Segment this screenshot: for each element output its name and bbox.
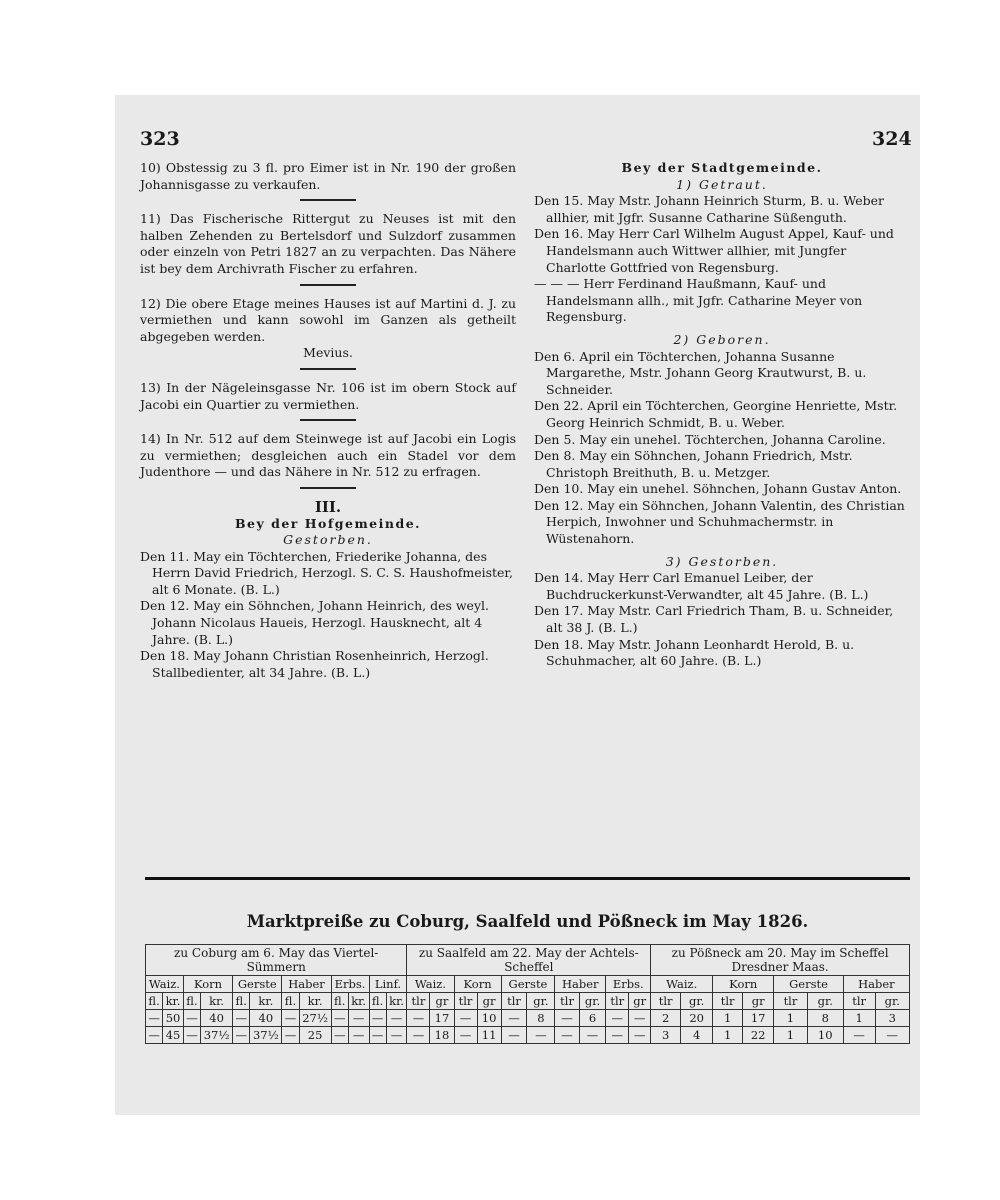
goods-header: Waiz. bbox=[651, 976, 713, 993]
advertisement bbox=[140, 211, 516, 277]
register-entry: Den 15. May Mstr. Johann Heinrich Sturm, B. u. Weber allhier, mit Jgfr. Susanne Catharine Süßenguth. bbox=[534, 193, 884, 225]
price-cell: — bbox=[233, 1010, 250, 1027]
price-cell: — bbox=[282, 1010, 299, 1027]
ad-number: 14) bbox=[140, 431, 161, 447]
price-cell: 10 bbox=[807, 1027, 843, 1044]
price-cell: — bbox=[606, 1010, 629, 1027]
unit-header: tlr bbox=[407, 993, 430, 1010]
goods-header: Erbs. bbox=[606, 976, 651, 993]
price-cell: — bbox=[282, 1027, 299, 1044]
section-divider-rule bbox=[145, 877, 910, 880]
price-cell: 1 bbox=[843, 1010, 875, 1027]
unit-header: gr bbox=[629, 993, 651, 1010]
price-cell: 18 bbox=[430, 1027, 454, 1044]
market-prices-title: Marktpreiße zu Coburg, Saalfeld und Pößneck im May 1826. bbox=[246, 912, 809, 931]
price-cell: 8 bbox=[527, 1010, 555, 1027]
ad-text: Die obere Etage meines Hauses ist auf Martini d. J. zu vermiethen und kann sowohl im Ganzen als getheilt abgegeben werden. bbox=[140, 295, 516, 344]
unit-header: tlr bbox=[501, 993, 527, 1010]
ad-number: 12) bbox=[140, 295, 161, 311]
left-column bbox=[140, 160, 516, 681]
unit-header: gr. bbox=[579, 993, 605, 1010]
price-cell: — bbox=[579, 1027, 605, 1044]
table-body bbox=[146, 1010, 910, 1044]
price-cell: 20 bbox=[681, 1010, 713, 1027]
price-cell: 6 bbox=[579, 1010, 605, 1027]
price-cell: — bbox=[146, 1027, 163, 1044]
separator-rule bbox=[300, 199, 356, 201]
price-cell: — bbox=[407, 1027, 430, 1044]
group-heading: 1) Getraut. bbox=[676, 176, 768, 192]
ad-text: Obstessig zu 3 fl. pro Eimer ist in Nr. 190 der großen Johannisgasse zu verkaufen. bbox=[140, 160, 516, 192]
unit-header: fl. bbox=[369, 993, 386, 1010]
unit-header: gr. bbox=[681, 993, 713, 1010]
price-cell: — bbox=[555, 1027, 579, 1044]
unit-header: gr bbox=[477, 993, 501, 1010]
unit-header: tlr bbox=[774, 993, 807, 1010]
price-cell: — bbox=[454, 1010, 477, 1027]
unit-header: fl. bbox=[282, 993, 299, 1010]
price-cell: 17 bbox=[430, 1010, 454, 1027]
price-cell: 1 bbox=[774, 1027, 807, 1044]
market-prices-table bbox=[145, 944, 910, 1044]
register-entry: Den 10. May ein unehel. Söhnchen, Johann Gustav Anton. bbox=[534, 481, 902, 497]
price-cell: 1 bbox=[713, 1027, 743, 1044]
price-cell: 45 bbox=[163, 1027, 184, 1044]
ad-number: 13) bbox=[140, 379, 161, 395]
price-cell: — bbox=[369, 1010, 386, 1027]
section-heading: Bey der Stadtgemeinde. bbox=[621, 160, 823, 175]
price-cell: — bbox=[629, 1027, 651, 1044]
price-cell: 40 bbox=[201, 1010, 233, 1027]
register-entry: Den 6. April ein Töchterchen, Johanna Susanne Margarethe, Mstr. Johann Georg Krautwurst, B. u. Schneider. bbox=[534, 348, 867, 397]
goods-header: Waiz. bbox=[146, 976, 184, 993]
price-cell: — bbox=[407, 1010, 430, 1027]
goods-header: Gerste bbox=[774, 976, 844, 993]
price-cell: — bbox=[183, 1010, 200, 1027]
price-cell: 37½ bbox=[201, 1027, 233, 1044]
price-cell: — bbox=[875, 1027, 909, 1044]
goods-header: Haber bbox=[555, 976, 606, 993]
unit-header: tlr bbox=[713, 993, 743, 1010]
unit-header: fl. bbox=[183, 993, 200, 1010]
price-cell: 3 bbox=[875, 1010, 909, 1027]
price-cell: — bbox=[146, 1010, 163, 1027]
ad-number: 10) bbox=[140, 160, 161, 175]
section-numeral: III. bbox=[314, 497, 342, 516]
ad-text: Das Fischerische Rittergut zu Neuses ist mit den halben Zehenden zu Bertelsdorf und Sulzdorf zusammen oder einzeln von Petri 1827 an zu verpachten. Das Nähere ist bey dem Archivrath Fischer zu erfahren. bbox=[140, 211, 516, 276]
price-cell: — bbox=[629, 1010, 651, 1027]
price-cell: — bbox=[369, 1027, 386, 1044]
register-entry: Den 22. April ein Töchterchen, Georgine Henriette, Mstr. Georg Heinrich Schmidt, B. u. Weber. bbox=[534, 398, 898, 430]
price-cell: — bbox=[555, 1010, 579, 1027]
goods-header: Korn bbox=[183, 976, 232, 993]
unit-header: kr. bbox=[201, 993, 233, 1010]
unit-header: kr. bbox=[348, 993, 369, 1010]
price-cell: — bbox=[843, 1027, 875, 1044]
separator-rule bbox=[300, 419, 356, 421]
unit-header: tlr bbox=[555, 993, 579, 1010]
left-page-number: 323 bbox=[140, 128, 180, 150]
unit-header: fl. bbox=[233, 993, 250, 1010]
price-cell: 1 bbox=[774, 1010, 807, 1027]
right-page-number: 324 bbox=[872, 128, 912, 150]
price-cell: — bbox=[183, 1027, 200, 1044]
register-entry: Den 18. May Mstr. Johann Leonhardt Herold, B. u. Schuhmacher, alt 60 Jahre. (B. L.) bbox=[534, 636, 855, 669]
table-goods-row bbox=[146, 976, 910, 993]
unit-header: tlr bbox=[606, 993, 629, 1010]
price-cell: — bbox=[386, 1027, 407, 1044]
unit-header: gr bbox=[743, 993, 774, 1010]
register-entry: Den 5. May ein unehel. Töchterchen, Johanna Caroline. bbox=[534, 431, 886, 447]
unit-header: gr. bbox=[807, 993, 843, 1010]
register-entry: Den 8. May ein Söhnchen, Johann Friedrich, Mstr. Christoph Breithuth, B. u. Metzger. bbox=[534, 448, 853, 480]
register-entry: Den 14. May Herr Carl Emanuel Leiber, der Buchdruckerkunst-Verwandter, alt 45 Jahre. (B. L.) bbox=[534, 570, 869, 602]
group-header-coburg: zu Coburg am 6. May das Viertel-Sümmern bbox=[146, 945, 407, 976]
ad-text: In Nr. 512 auf dem Steinwege ist auf Jacobi ein Logis zu vermiethen; desgleichen auch ein Stadel vor dem Judenthore — und das Nähere in Nr. 512 zu erfragen. bbox=[140, 431, 516, 480]
register-entry: Den 12. May ein Söhnchen, Johann Heinrich, des weyl. Johann Nicolaus Haueis, Herzogl. Hausknecht, alt 4 Jahre. (B. L.) bbox=[140, 598, 489, 647]
goods-header: Korn bbox=[454, 976, 501, 993]
advertisement bbox=[140, 380, 516, 413]
price-cell: — bbox=[527, 1027, 555, 1044]
register-entry: Den 17. May Mstr. Carl Friedrich Tham, B. u. Schneider, alt 38 J. (B. L.) bbox=[534, 603, 894, 636]
price-cell: 27½ bbox=[299, 1010, 331, 1027]
goods-header: Gerste bbox=[501, 976, 555, 993]
unit-header: gr. bbox=[875, 993, 909, 1010]
group-header-poessneck: zu Pößneck am 20. May im Scheffel Dresdner Maas. bbox=[651, 945, 910, 976]
goods-header: Waiz. bbox=[407, 976, 454, 993]
unit-header: tlr bbox=[843, 993, 875, 1010]
price-cell: 3 bbox=[651, 1027, 681, 1044]
register-entry: Den 11. May ein Töchterchen, Friederike Johanna, des Herrn David Friedrich, Herzogl. S. C. S. Haushofmeister, alt 6 Monate. (B. L.) bbox=[140, 548, 514, 597]
price-cell: 40 bbox=[250, 1010, 282, 1027]
unit-header: kr. bbox=[386, 993, 407, 1010]
unit-header: kr. bbox=[250, 993, 282, 1010]
price-cell: — bbox=[606, 1027, 629, 1044]
price-cell: 22 bbox=[743, 1027, 774, 1044]
price-cell: — bbox=[348, 1010, 369, 1027]
ad-signature: Mevius. bbox=[303, 345, 353, 361]
price-cell: — bbox=[348, 1027, 369, 1044]
table-group-row bbox=[146, 945, 910, 976]
price-cell: — bbox=[386, 1010, 407, 1027]
subsection-heading: Gestorben. bbox=[283, 532, 373, 548]
goods-header: Korn bbox=[713, 976, 774, 993]
section-heading: Bey der Hofgemeinde. bbox=[234, 515, 422, 531]
price-cell: — bbox=[454, 1027, 477, 1044]
separator-rule bbox=[300, 284, 356, 286]
unit-header: tlr bbox=[651, 993, 681, 1010]
unit-header: tlr bbox=[454, 993, 477, 1010]
unit-header: gr. bbox=[527, 993, 555, 1010]
price-cell: — bbox=[331, 1010, 348, 1027]
price-cell: — bbox=[331, 1027, 348, 1044]
goods-header: Erbs. bbox=[331, 976, 369, 993]
register-entry: — — — Herr Ferdinand Haußmann, Kauf- und Handelsmann allh., mit Jgfr. Catharine Meyer von Regensburg. bbox=[534, 276, 863, 325]
price-cell: 4 bbox=[681, 1027, 713, 1044]
goods-header: Haber bbox=[282, 976, 331, 993]
price-cell: — bbox=[501, 1010, 527, 1027]
price-cell: — bbox=[501, 1027, 527, 1044]
price-cell: 10 bbox=[477, 1010, 501, 1027]
separator-rule bbox=[300, 487, 356, 489]
goods-header: Gerste bbox=[233, 976, 282, 993]
price-cell: 25 bbox=[299, 1027, 331, 1044]
unit-header: fl. bbox=[146, 993, 163, 1010]
unit-header: gr bbox=[430, 993, 454, 1010]
separator-rule bbox=[300, 368, 356, 370]
register-entry: Den 18. May Johann Christian Rosenheinrich, Herzogl. Stallbedienter, alt 34 Jahre. (B. L.) bbox=[140, 648, 489, 680]
goods-header: Linf. bbox=[369, 976, 407, 993]
ad-number: 11) bbox=[140, 211, 161, 227]
price-cell: — bbox=[233, 1027, 250, 1044]
price-cell: 8 bbox=[807, 1010, 843, 1027]
register-entry: Den 16. May Herr Carl Wilhelm August Appel, Kauf- und Handelsmann auch Wittwer allhier, mit Jungfer Charlotte Gottfried von Regensburg. bbox=[534, 226, 894, 275]
goods-header: Haber bbox=[843, 976, 909, 993]
register-entry: Den 12. May ein Söhnchen, Johann Valentin, des Christian Herpich, Inwohner und Schuhmachermstr. in Wüstenahorn. bbox=[534, 497, 905, 547]
unit-header: kr. bbox=[163, 993, 184, 1010]
advertisement bbox=[140, 431, 516, 481]
group-header-saalfeld: zu Saalfeld am 22. May der Achtels-Scheffel bbox=[407, 945, 651, 976]
price-cell: 2 bbox=[651, 1010, 681, 1027]
unit-header: fl. bbox=[331, 993, 348, 1010]
price-cell: 37½ bbox=[250, 1027, 282, 1044]
right-column bbox=[534, 160, 910, 670]
table-row bbox=[146, 1010, 910, 1027]
group-heading: 3) Gestorben. bbox=[665, 553, 779, 569]
price-cell: 50 bbox=[163, 1010, 184, 1027]
ad-text: In der Nägeleinsgasse Nr. 106 ist im obern Stock auf Jacobi ein Quartier zu vermiethen. bbox=[140, 379, 516, 412]
price-cell: 17 bbox=[743, 1010, 774, 1027]
price-cell: 11 bbox=[477, 1027, 501, 1044]
group-heading: 2) Geboren. bbox=[673, 331, 771, 347]
unit-header: kr. bbox=[299, 993, 331, 1010]
price-cell: 1 bbox=[713, 1010, 743, 1027]
advertisement bbox=[140, 160, 516, 193]
table-units-row bbox=[146, 993, 910, 1010]
advertisement bbox=[140, 296, 516, 362]
table-row bbox=[146, 1027, 910, 1044]
